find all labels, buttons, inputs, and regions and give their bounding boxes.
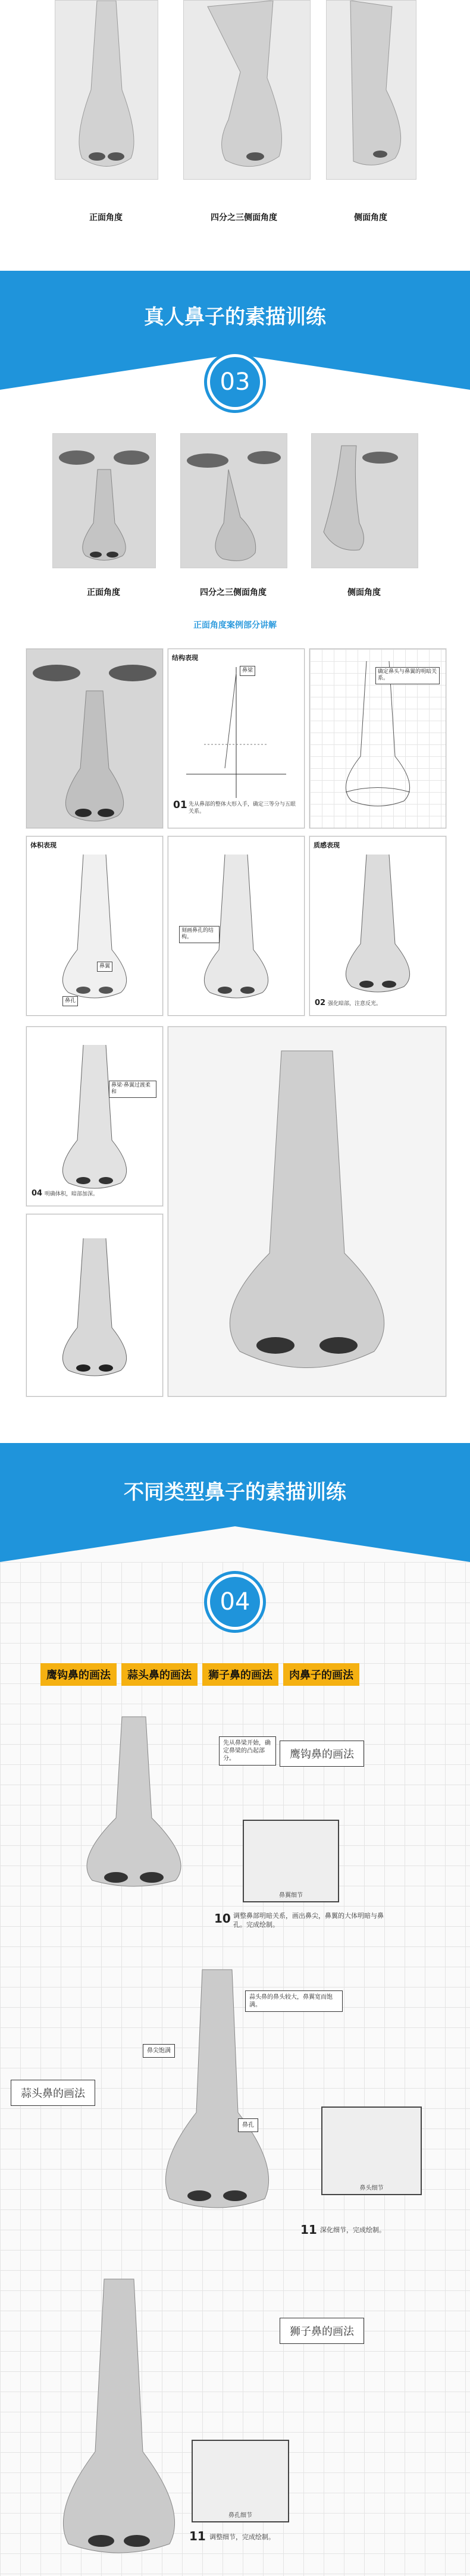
banner-wedge-2 [0, 1526, 470, 1562]
photo-front [52, 433, 156, 568]
hook-nose-sketch [57, 1711, 211, 1895]
structure-tag: 结构表现 [172, 654, 198, 662]
garlic-step: 11 [300, 2223, 317, 2237]
plaster-nose-three-quarter [183, 0, 311, 180]
lion-nose-sketch [36, 2273, 202, 2565]
hook-label: 鹰钩鼻的画法 [280, 1741, 364, 1767]
volume-note-b: 鼻孔 [62, 996, 78, 1006]
lion-inset [192, 2440, 289, 2522]
garlic-inset-label: 鼻头细节 [359, 2185, 384, 2192]
garlic-text: 深化细节，完成绘制。 [320, 2226, 386, 2234]
section04-title: 不同类型鼻子的素描训练 [124, 1481, 346, 1504]
garlic-tag-b: 鼻孔 [238, 2118, 258, 2132]
nose-type-tabs [40, 1663, 359, 1686]
step04-note: 鼻梁·鼻翼过渡柔和 [109, 1081, 156, 1098]
hook-inset-label: 鼻翼细节 [279, 1892, 303, 1899]
panel-grid-sketch [309, 649, 446, 828]
photo-three-quarter [180, 433, 287, 568]
volume-note-a: 鼻翼 [97, 962, 112, 972]
tab-lion-nose: 狮子鼻的画法 [202, 1663, 278, 1686]
section03-title: 真人鼻子的素描训练 [144, 305, 326, 329]
lion-text: 调整细节，完成绘制。 [209, 2533, 275, 2541]
plaster-nose-side [326, 0, 416, 180]
hook-inset [243, 1820, 339, 1902]
volume2-note: 刻画鼻孔的结构。 [179, 926, 220, 943]
grid-shade-note: 确定鼻头与鼻翼的明暗关系。 [375, 667, 440, 684]
panel-texture [309, 836, 446, 1016]
garlic-callout: 蒜头鼻的鼻头较大，鼻翼宽而饱满。 [245, 1990, 343, 2012]
step04-num: 04 [32, 1189, 43, 1198]
hook-callout: 先从鼻梁开始，确定鼻梁的凸起部分。 [219, 1736, 276, 1766]
garlic-label: 蒜头鼻的画法 [11, 2080, 95, 2106]
texture-text: 强化暗部，注意反光。 [328, 1001, 382, 1007]
section04-number: 04 [210, 1577, 260, 1627]
section04-badge [204, 1571, 266, 1633]
volume-tag: 体积表现 [30, 841, 57, 849]
panel-step05 [26, 1214, 163, 1397]
caption-side: 侧面角度 [354, 213, 387, 223]
garlic-tag-a: 鼻尖饱满 [143, 2044, 175, 2058]
plaster-nose-front [55, 0, 158, 180]
caption-three-quarter: 四分之三侧面角度 [211, 213, 277, 223]
section03-number: 03 [210, 357, 260, 407]
panel-step04 [26, 1026, 163, 1206]
panel-photo-annotated [26, 649, 163, 828]
structure-text: 先从鼻部的整体大形入手，确定三等分与五眼关系。 [189, 802, 296, 815]
caption2-three-quarter: 四分之三侧面角度 [200, 588, 267, 597]
panel-volume [26, 836, 163, 1016]
texture-step: 02 [315, 999, 326, 1007]
lion-label: 狮子鼻的画法 [280, 2318, 364, 2344]
tab-fleshy-nose: 肉鼻子的画法 [283, 1663, 359, 1686]
structure-note: 鼻梁 [240, 666, 255, 676]
panel-volume-2 [168, 836, 305, 1016]
panel-large-nose [168, 1026, 446, 1397]
hook-text: 调整鼻部明暗关系，画出鼻尖，鼻翼的大体明暗与鼻孔。完成绘制。 [233, 1912, 384, 1929]
texture-tag: 质感表现 [314, 841, 340, 849]
section03-badge [204, 351, 266, 413]
panel-structure [168, 649, 305, 828]
step04-text: 明确体积，暗部加深。 [45, 1191, 99, 1197]
garlic-inset [321, 2107, 422, 2195]
lion-inset-label: 鼻孔细节 [228, 2512, 252, 2519]
caption2-front: 正面角度 [87, 588, 120, 597]
caption2-side: 侧面角度 [347, 588, 381, 597]
tab-hook-nose: 鹰钩鼻的画法 [40, 1663, 117, 1686]
lion-step: 11 [189, 2529, 206, 2543]
section04-banner [0, 1443, 470, 1562]
section03-subhead: 正面角度案例部分讲解 [193, 621, 277, 630]
tab-garlic-nose: 蒜头鼻的画法 [121, 1663, 198, 1686]
structure-step: 01 [173, 799, 187, 811]
photo-side [311, 433, 418, 568]
caption-front: 正面角度 [89, 213, 123, 223]
hook-step: 10 [214, 1911, 231, 1926]
